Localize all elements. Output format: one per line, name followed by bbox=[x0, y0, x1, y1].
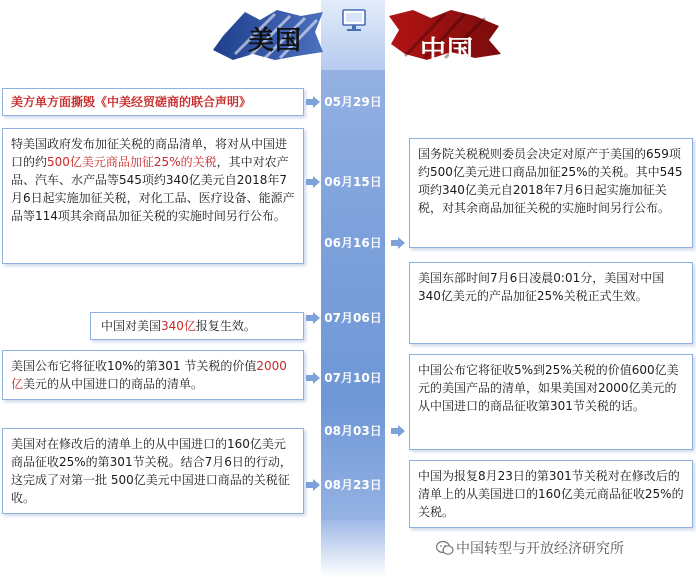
date-0615: 06月15日 bbox=[324, 175, 382, 189]
arrow-right-icon bbox=[306, 372, 320, 384]
timeline-spine-bottom bbox=[321, 520, 385, 577]
usa-event-0615 bbox=[2, 128, 304, 264]
date-0803: 08月03日 bbox=[324, 424, 382, 438]
china-event-0803 bbox=[409, 354, 693, 450]
usa-event-0615-highlight: 500亿美元商品加征25%的关税 bbox=[47, 155, 217, 169]
watermark: 中国转型与开放经济研究所 bbox=[456, 541, 624, 557]
arrow-right-icon bbox=[306, 96, 320, 108]
usa-event-0529 bbox=[2, 88, 304, 116]
date-0616: 06月16日 bbox=[324, 236, 382, 250]
arrow-right-icon bbox=[391, 425, 405, 437]
usa-event-0615-pre: 特美国政府发布加征关税的商品清单，将对从中国进口的约 bbox=[11, 137, 288, 169]
monitor-icon bbox=[340, 8, 368, 34]
usa-event-0529-text: 美方单方面撕毁《中美经贸磋商的联合声明》 bbox=[11, 95, 252, 109]
arrow-right-icon bbox=[306, 312, 320, 324]
date-0710: 07月10日 bbox=[324, 371, 382, 385]
date-0823: 08月23日 bbox=[324, 478, 382, 492]
china-event-0706-text: 美国东部时间7月6日凌晨0:01分，美国对中国340亿美元的产品加征25%关税正式生效。 bbox=[418, 271, 665, 303]
usa-event-0706-pre: 中国对美国 bbox=[101, 319, 162, 333]
usa-event-0823 bbox=[2, 428, 304, 514]
china-event-0823 bbox=[409, 460, 693, 528]
usa-event-0710-highlight: 2000亿 bbox=[11, 359, 287, 391]
china-event-0706 bbox=[409, 262, 693, 344]
china-event-0616 bbox=[409, 138, 693, 248]
usa-event-0710-pre: 美国公布它将征收10%的第301 节关税的价值 bbox=[11, 359, 257, 373]
date-0706: 07月06日 bbox=[324, 311, 382, 325]
date-0529: 05月29日 bbox=[324, 95, 382, 109]
china-event-0616-text: 国务院关税税则委员会决定对原产于美国的659项约500亿美元进口商品加征25%的关税。其中545项约340亿美元自2018年7月6日起实施加征关税，对其余商品加征关税的实施时间另行公布。 bbox=[418, 147, 683, 215]
usa-label: 美国 bbox=[248, 26, 303, 56]
usa-event-0823-text: 美国对在修改后的清单上的从中国进口的160亿美元商品征收25%的第301节关税。结合7月6日的行动，这完成了对第一批 500亿美元中国进口商品的关税征收。 bbox=[11, 437, 292, 505]
china-label: 中国 bbox=[420, 36, 475, 66]
china-event-0823-text: 中国为报复8月23日的第301节关税对在修改后的清单上的从美国进口的160亿美元商品征收25%的关税。 bbox=[418, 469, 684, 519]
usa-event-0706-post: 报复生效。 bbox=[195, 319, 256, 333]
arrow-right-icon bbox=[306, 479, 320, 491]
china-event-0803-text: 中国公布它将征收5%到25%关税的价值600亿美元的美国产品的清单，如果美国对2000亿美元的从中国进口的商品征收第301节关税的话。 bbox=[418, 363, 679, 413]
usa-event-0710 bbox=[2, 350, 304, 400]
usa-event-0706 bbox=[90, 312, 304, 340]
usa-event-0710-post: 美元的从中国进口的商品的清单。 bbox=[23, 377, 204, 391]
arrow-right-icon bbox=[391, 237, 405, 249]
usa-event-0615-post: ，其中对农产品、汽车、水产品等545项约340亿美元自2018年7月6日起实施加征关税，对化工品、医疗设备、能源产品等114项其余商品加征关税的实施时间另行公布。 bbox=[11, 155, 295, 223]
arrow-right-icon bbox=[306, 176, 320, 188]
wechat-icon bbox=[436, 540, 454, 556]
usa-event-0706-highlight: 340亿 bbox=[161, 319, 196, 333]
